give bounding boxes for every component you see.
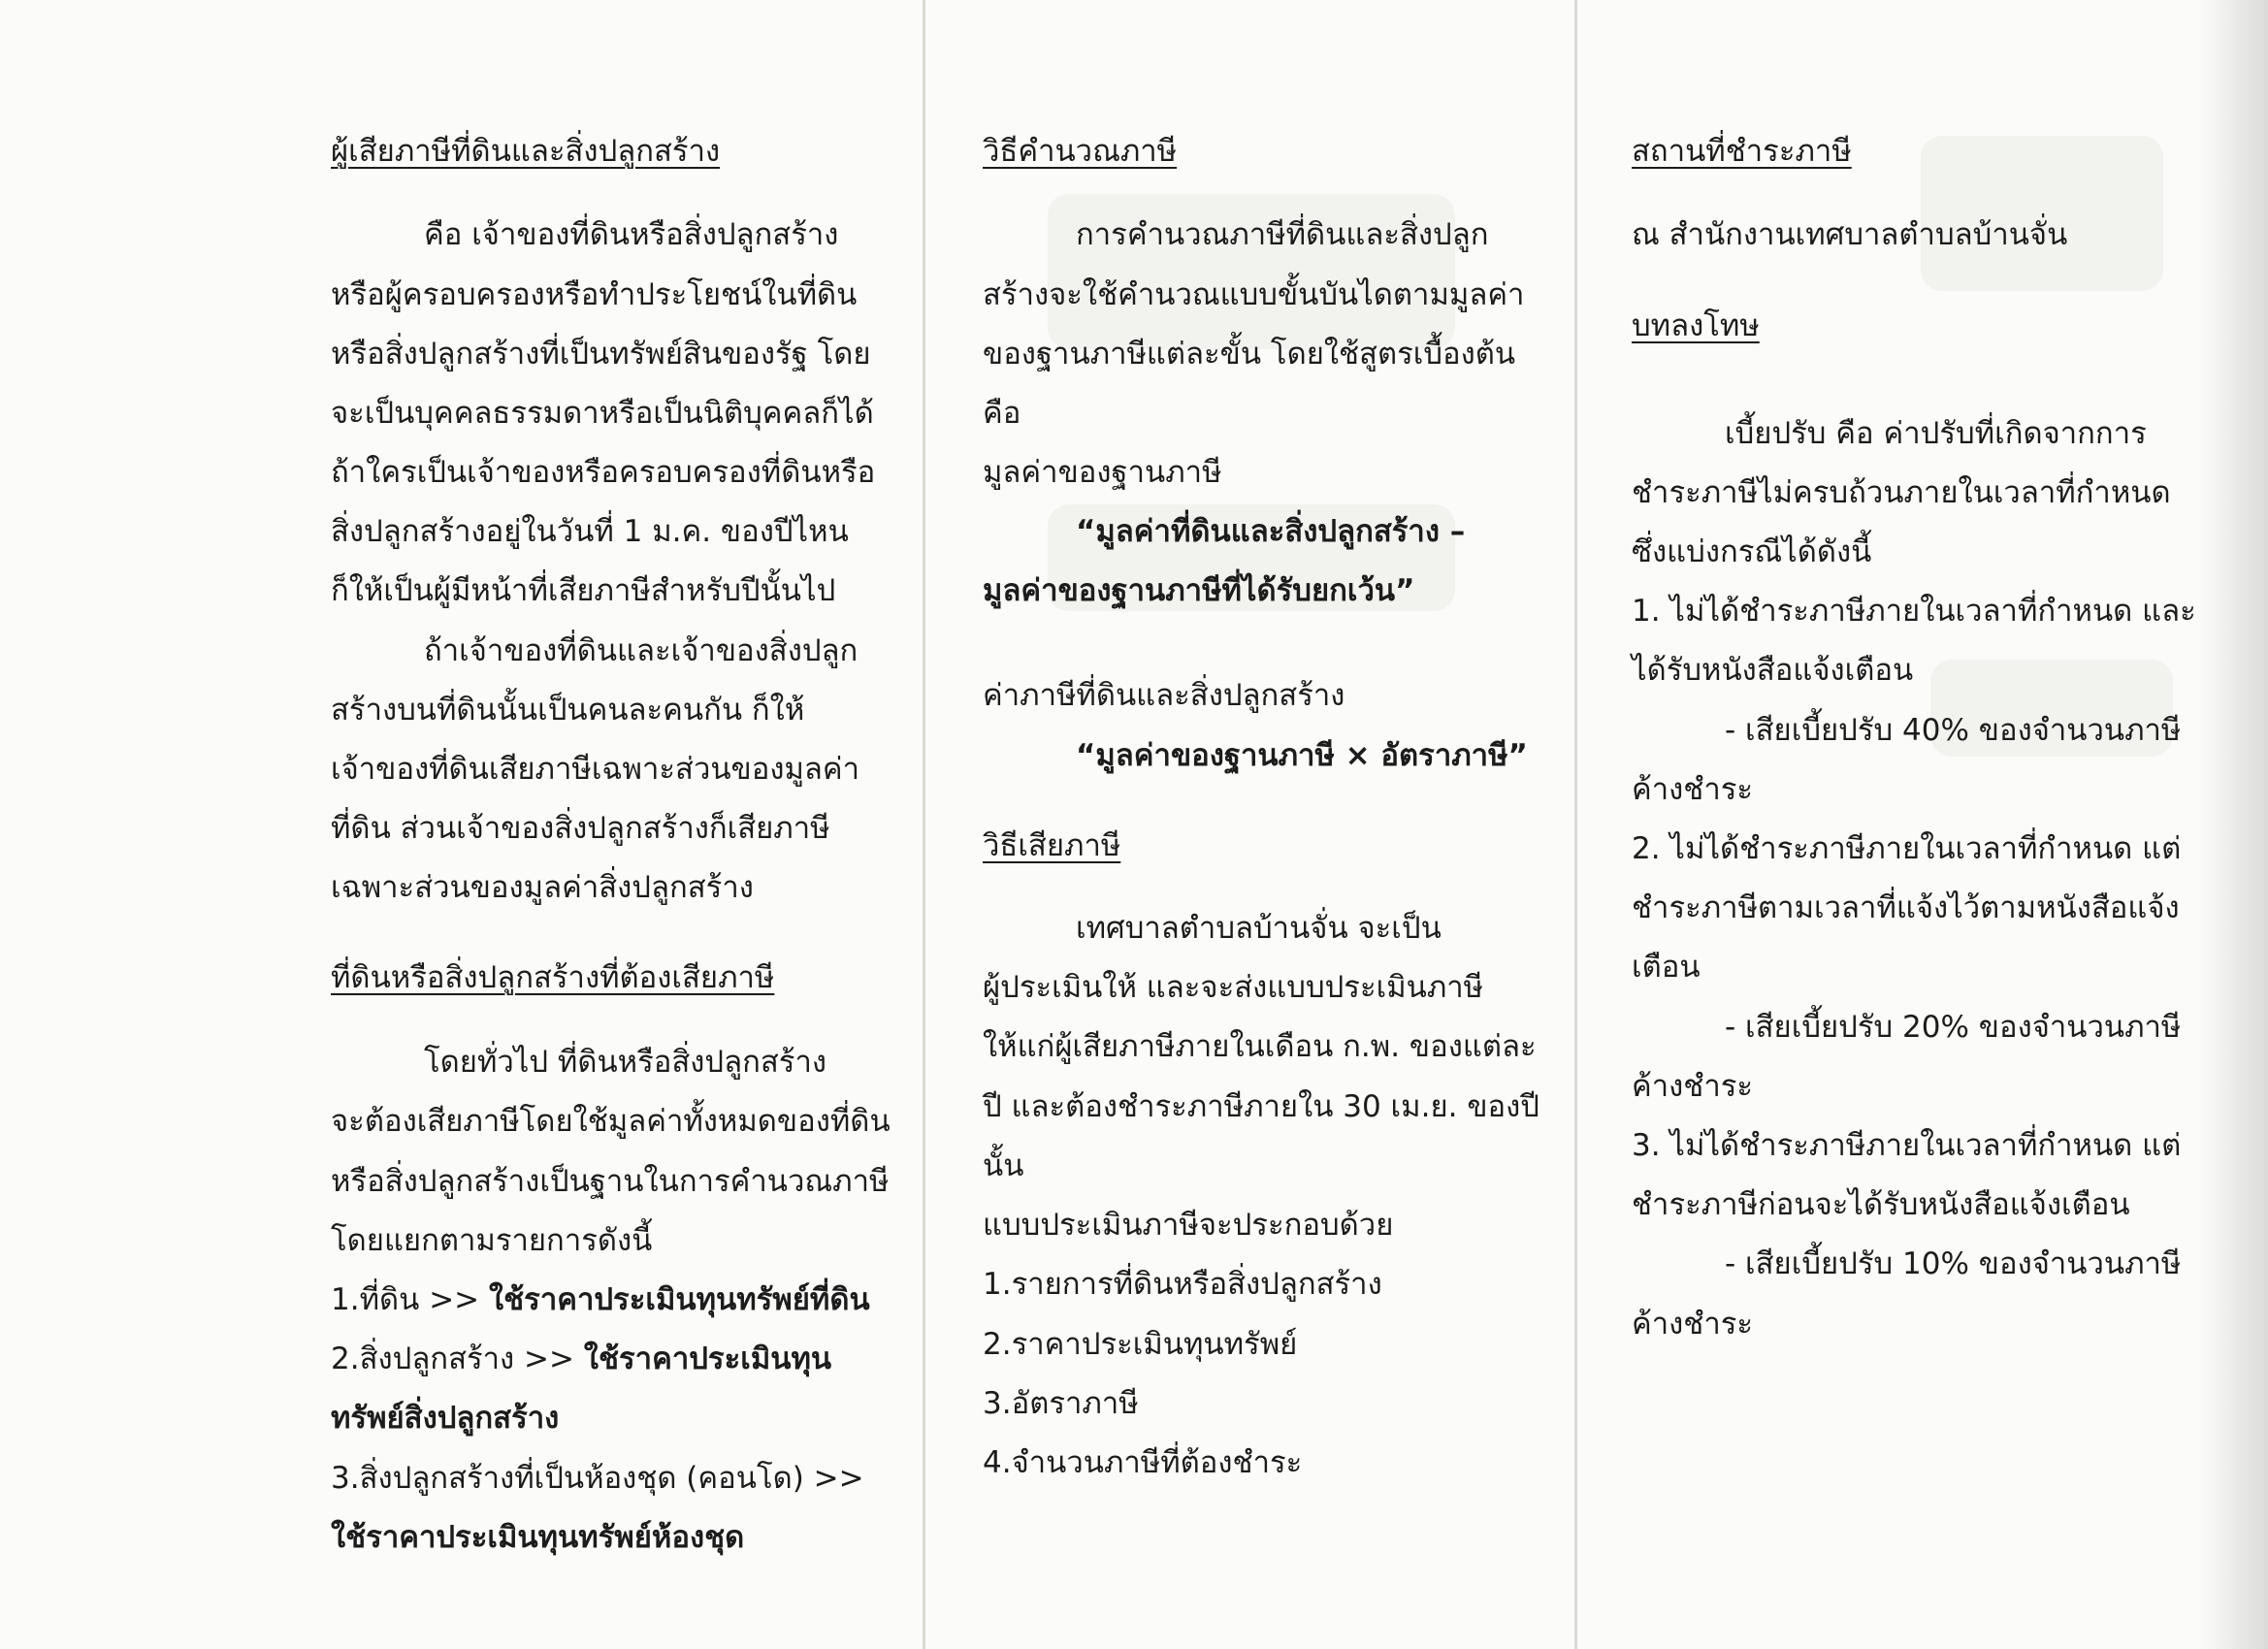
formula-label: มูลค่าของฐานภาษี <box>983 455 1222 490</box>
text-line: หรือสิ่งปลูกสร้างเป็นฐานในการคำนวณภาษี <box>331 1164 890 1199</box>
text-line: หรือสิ่งปลูกสร้างที่เป็นทรัพย์สินของรัฐ โดย <box>331 337 871 372</box>
text-line: ค้างชำระ <box>1632 1069 1754 1104</box>
list-item: 2. ไม่ได้ชำระภาษีภายในเวลาที่กำหนด แต่ <box>1632 831 2182 866</box>
text-line: สร้างจะใช้คำนวณแบบขั้นบันไดตามมูลค่า <box>983 277 1525 312</box>
text-line: ค้างชำระ <box>1632 772 1754 807</box>
heading-penalties: บทลงโทษ <box>1632 308 1760 343</box>
penalty-rate: - เสียเบี้ยปรับ 40% ของจำนวนภาษี <box>1725 713 2182 748</box>
show-through-shape <box>1921 136 2163 291</box>
penalty-rate: - เสียเบี้ยปรับ 20% ของจำนวนภาษี <box>1725 1010 2182 1045</box>
text-line: ณ สำนักงานเทศบาลตำบลบ้านจั่น <box>1632 217 2068 252</box>
text-line: การคำนวณภาษีที่ดินและสิ่งปลูก <box>1076 217 1489 252</box>
list-item-continuation: ใช้ราคาประเมินทุนทรัพย์ห้องชุด <box>331 1520 745 1555</box>
text-line: เฉพาะส่วนของมูลค่าสิ่งปลูกสร้าง <box>331 870 754 905</box>
text-line: ผู้ประเมินให้ และจะส่งแบบประเมินภาษี <box>983 970 1484 1005</box>
text-line: หรือผู้ครอบครองหรือทำประโยชน์ในที่ดิน <box>331 277 858 312</box>
list-item: 3. ไม่ได้ชำระภาษีภายในเวลาที่กำหนด แต่ <box>1632 1128 2182 1163</box>
text-line: ถ้าเจ้าของที่ดินและเจ้าของสิ่งปลูก <box>424 633 859 668</box>
penalty-rate: - เสียเบี้ยปรับ 10% ของจำนวนภาษี <box>1725 1246 2182 1281</box>
list-item: 4.จำนวนภาษีที่ต้องชำระ <box>983 1445 1303 1480</box>
text-line: สิ่งปลูกสร้างอยู่ในวันที่ 1 ม.ค. ของปีไหน <box>331 514 849 549</box>
text-line: สร้างบนที่ดินนั้นเป็นคนละคนกัน ก็ให้ <box>331 693 805 728</box>
text-line: จะต้องเสียภาษีโดยใช้มูลค่าทั้งหมดของที่ดิน <box>331 1104 891 1139</box>
fold-line-left <box>923 0 925 1649</box>
list-item-label: 2.สิ่งปลูกสร้าง >> <box>331 1342 584 1376</box>
text-line: แบบประเมินภาษีจะประกอบด้วย <box>983 1208 1394 1243</box>
text-line: เจ้าของที่ดินเสียภาษีเฉพาะส่วนของมูลค่า <box>331 752 860 787</box>
formula-label: ค่าภาษีที่ดินและสิ่งปลูกสร้าง <box>983 678 1345 713</box>
list-item <box>331 1340 831 1378</box>
text-line: ค้างชำระ <box>1632 1307 1754 1342</box>
list-item-value: ใช้ราคาประเมินทุน <box>583 1342 832 1376</box>
formula-text: “มูลค่าของฐานภาษี × อัตราภาษี” <box>1076 738 1528 773</box>
formula-text: มูลค่าของฐานภาษีที่ได้รับยกเว้น” <box>983 573 1415 608</box>
text-line: ชำระภาษีก่อนจะได้รับหนังสือแจ้งเตือน <box>1632 1187 2130 1222</box>
text-line: ชำระภาษีไม่ครบถ้วนภายในเวลาที่กำหนด <box>1632 475 2171 510</box>
heading-taxable-property: ที่ดินหรือสิ่งปลูกสร้างที่ต้องเสียภาษี <box>331 960 775 995</box>
text-line: ได้รับหนังสือแจ้งเตือน <box>1632 653 1914 688</box>
text-line: ก็ให้เป็นผู้มีหน้าที่เสียภาษีสำหรับปีนั้นไป <box>331 573 836 608</box>
heading-tax-calculation: วิธีคำนวณภาษี <box>983 134 1178 169</box>
text-line: จะเป็นบุคคลธรรมดาหรือเป็นนิติบุคคลก็ได้ <box>331 396 874 431</box>
text-line: คือ เจ้าของที่ดินหรือสิ่งปลูกสร้าง <box>424 217 839 252</box>
text-line: ชำระภาษีตามเวลาที่แจ้งไว้ตามหนังสือแจ้ง <box>1632 890 2180 925</box>
text-line: โดยแยกตามรายการดังนี้ <box>331 1223 653 1258</box>
text-line: เทศบาลตำบลบ้านจั่น จะเป็น <box>1076 911 1442 946</box>
list-item: 3.สิ่งปลูกสร้างที่เป็นห้องชุด (คอนโด) >> <box>331 1461 864 1496</box>
list-item: 3.อัตราภาษี <box>983 1386 1139 1421</box>
list-item-continuation: ทรัพย์สิ่งปลูกสร้าง <box>331 1401 560 1436</box>
text-line: ซึ่งแบ่งกรณีได้ดังนี้ <box>1632 534 1872 569</box>
list-item: 1. ไม่ได้ชำระภาษีภายในเวลาที่กำหนด และ <box>1632 594 2196 629</box>
list-item <box>331 1280 870 1319</box>
heading-payment-method: วิธีเสียภาษี <box>983 828 1121 863</box>
list-item-value: ใช้ราคาประเมินทุนทรัพย์ที่ดิน <box>489 1282 870 1317</box>
scan-edge-shadow <box>2200 0 2268 1649</box>
heading-taxpayer: ผู้เสียภาษีที่ดินและสิ่งปลูกสร้าง <box>331 134 721 169</box>
text-line: ของฐานภาษีแต่ละขั้น โดยใช้สูตรเบื้องต้น <box>983 337 1516 372</box>
heading-payment-place: สถานที่ชำระภาษี <box>1632 134 1852 169</box>
text-line: ที่ดิน ส่วนเจ้าของสิ่งปลูกสร้างก็เสียภาษี <box>331 811 830 846</box>
text-line: ให้แก่ผู้เสียภาษีภายในเดือน ก.พ. ของแต่ละ <box>983 1029 1537 1064</box>
text-line: คือ <box>983 396 1021 431</box>
list-item: 1.รายการที่ดินหรือสิ่งปลูกสร้าง <box>983 1267 1382 1302</box>
text-line: เบี้ยปรับ คือ ค่าปรับที่เกิดจากการ <box>1725 416 2147 451</box>
list-item: 2.ราคาประเมินทุนทรัพย์ <box>983 1327 1298 1362</box>
text-line: โดยทั่วไป ที่ดินหรือสิ่งปลูกสร้าง <box>424 1045 826 1080</box>
text-line: ถ้าใครเป็นเจ้าของหรือครอบครองที่ดินหรือ <box>331 455 876 490</box>
list-item-label: 1.ที่ดิน >> <box>331 1282 489 1317</box>
text-line: นั้น <box>983 1148 1024 1183</box>
formula-text: “มูลค่าที่ดินและสิ่งปลูกสร้าง – <box>1076 514 1466 549</box>
text-line: เตือน <box>1632 950 1701 985</box>
fold-line-right <box>1574 0 1577 1649</box>
text-line: ปี และต้องชำระภาษีภายใน 30 เม.ย. ของปี <box>983 1089 1539 1124</box>
